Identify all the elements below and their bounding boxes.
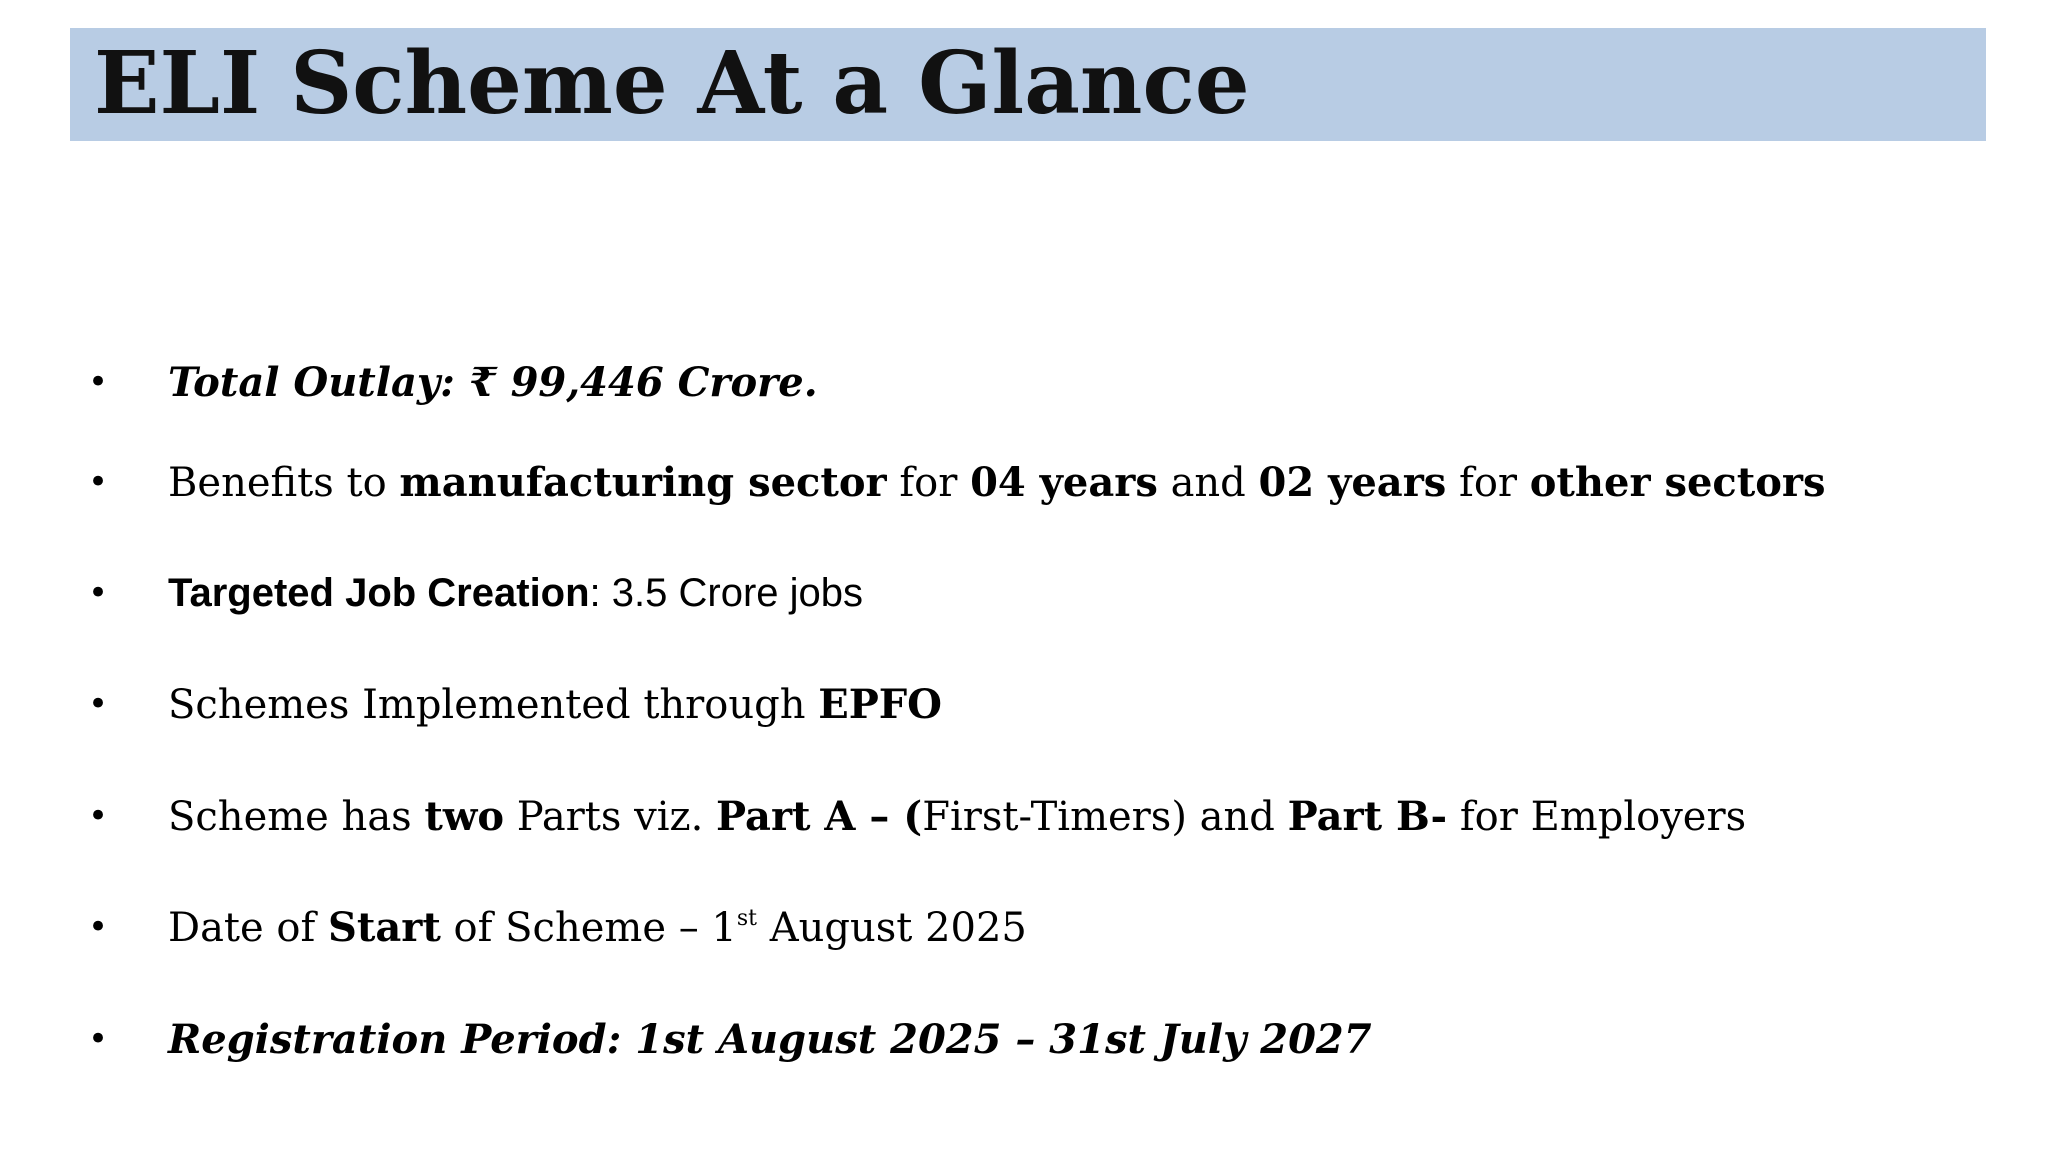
bullet-point-icon: • <box>88 1019 109 1059</box>
bullet-epfo <box>88 674 942 734</box>
bullet-point-icon: • <box>88 684 109 724</box>
text-segment: Schemes Implemented through <box>168 681 819 728</box>
two-years-text: 02 years <box>1258 458 1447 506</box>
epfo-text: EPFO <box>818 680 943 728</box>
bullet-text <box>168 904 1027 951</box>
bullet-registration-period <box>88 1009 1372 1069</box>
bullet-point-icon: • <box>88 362 109 402</box>
bullet-text <box>168 793 1746 840</box>
bullet-text <box>168 1016 1372 1063</box>
text-segment: of Scheme – 1 <box>440 904 737 951</box>
slide-title: ELI Scheme At a Glance <box>94 33 1250 134</box>
bullet-text <box>168 459 1826 506</box>
registration-period-text: Registration Period: 1st August 2025 – 31st July 2027 <box>168 1015 1372 1063</box>
bullet-total-outlay <box>88 352 818 412</box>
text-segment: Date of <box>168 904 328 951</box>
bullet-text <box>168 571 863 616</box>
bullet-point-icon: • <box>88 573 109 613</box>
two-text: two <box>424 792 504 840</box>
text-segment: and <box>1157 459 1259 506</box>
text-segment: First-Timers) and <box>922 793 1288 840</box>
part-a-text: Part A – ( <box>716 792 923 840</box>
bullet-point-icon: • <box>88 796 109 836</box>
total-outlay-text: Total Outlay: ₹ 99,446 Crore. <box>168 358 818 406</box>
bullet-text <box>168 681 942 728</box>
text-segment: Scheme has <box>168 793 425 840</box>
text-segment: for <box>1446 459 1530 506</box>
text-segment: Parts viz. <box>504 793 717 840</box>
part-b-text: Part B- <box>1287 792 1448 840</box>
text-segment: for <box>886 459 971 506</box>
bullet-job-creation <box>88 563 863 623</box>
start-text: Start <box>327 903 441 951</box>
other-sectors-text: other sectors <box>1529 458 1826 506</box>
bullet-parts <box>88 786 1746 846</box>
bullet-benefits <box>88 452 1826 512</box>
bullet-point-icon: • <box>88 907 109 947</box>
text-segment: Benefits to <box>168 459 400 506</box>
targeted-job-creation-label: Targeted Job Creation <box>168 570 590 615</box>
four-years-text: 04 years <box>970 458 1158 506</box>
bullet-point-icon: • <box>88 462 109 502</box>
bullet-start-date <box>88 897 1027 957</box>
text-segment: for Employers <box>1447 793 1747 840</box>
manufacturing-sector-text: manufacturing sector <box>399 458 887 506</box>
job-creation-value: : 3.5 Crore jobs <box>589 570 864 615</box>
text-segment: August 2025 <box>757 904 1027 951</box>
ordinal-suffix: st <box>736 905 758 931</box>
bullet-text <box>168 359 818 406</box>
